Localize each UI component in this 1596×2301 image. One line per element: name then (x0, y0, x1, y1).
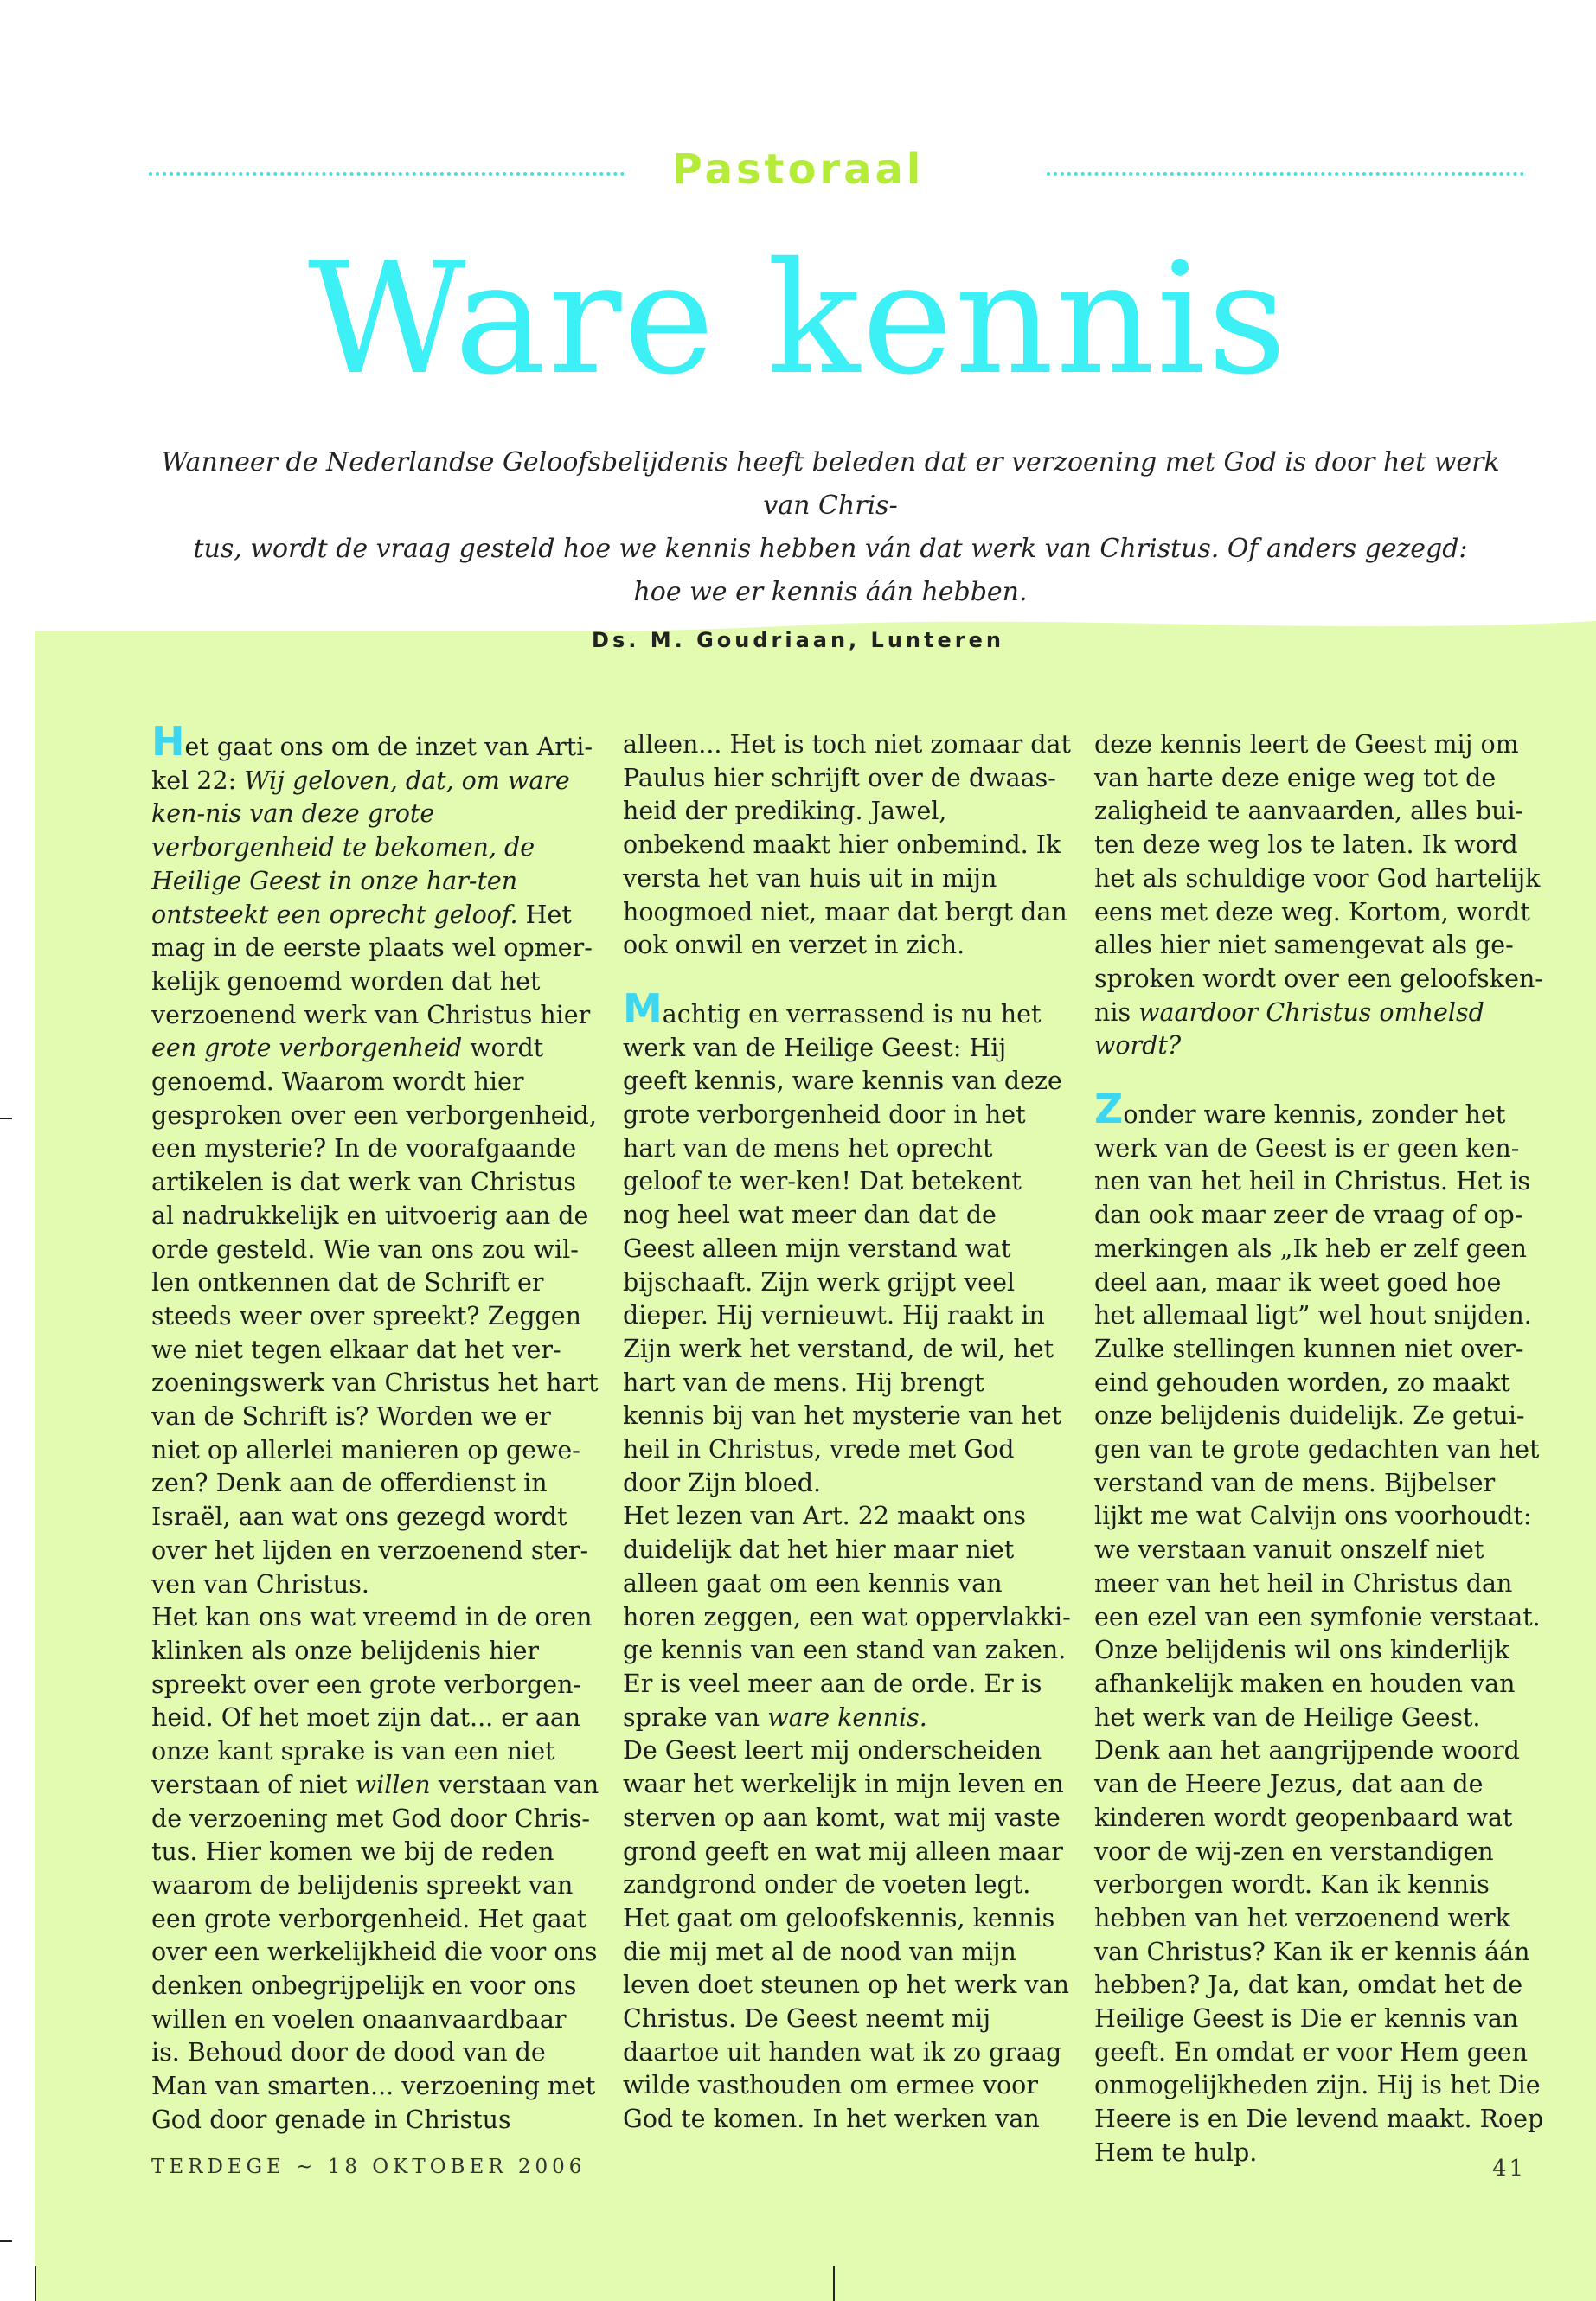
text-run: Het lezen van Art. 22 maakt ons duidelijk dat het hier maar niet alleen gaat om een kennis van horen zeggen, een wat oppervlakki-ge kennis van een stand van zaken. Er is veel meer aan de orde. Er is sprake van (623, 1502, 1071, 1732)
drop-cap: H (151, 718, 185, 765)
section-label: Pastoraal (671, 145, 925, 194)
crop-mark (35, 2266, 36, 2301)
lead-paragraph (156, 441, 1505, 614)
lead-line: hoe we er kennis áán hebben. (633, 577, 1028, 607)
text-run: onder ware kennis, zonder het werk van de Geest is er geen ken-nen van het heil in Christus. Het is dan ook maar zeer de vraag of op-merkingen als „Ik heb er zelf geen deel aan, maar ik weet goed hoe het allemaal ligt” wel hout snijden. Zulke stellingen kunnen niet over-eind gehouden worden, zo maakt onze belijdenis duidelijk. Ze getui-gen van te grote gedachten van het verstand van de mens. Bijbelser lijkt me wat Calvijn ons voorhoudt: we verstaan vanuit onszelf niet meer van het heil in Christus dan een ezel van een symfonie verstaat. (1094, 1100, 1541, 1631)
emphasis-run: een grote verborgenheid (151, 1034, 463, 1063)
paragraph (1094, 728, 1544, 1063)
byline: Ds. M. Goudriaan, Lunteren (592, 628, 1004, 652)
text-run: Het mag in de eerste plaats wel opmer-kelijk genoemd worden dat het verzoenend werk van Christus hier (151, 900, 593, 1029)
crop-mark (0, 1118, 12, 1119)
text-run: Het kan ons wat vreemd in de oren klinken als onze belijdenis hier spreekt over een grote verborgen-heid. Of het moet zijn dat... er aan onze kant sprake is van een niet verstaan of niet (151, 1603, 593, 1799)
text-run: et gaat ons om de inzet van Arti-kel 22: (151, 733, 593, 795)
drop-cap: Z (1094, 1086, 1124, 1133)
page-number: 41 (1492, 2156, 1527, 2182)
lead-line: Wanneer de Nederlandse Geloofsbelijdenis heeft beleden dat er verzoening met God is door het werk van Chris- (161, 447, 1500, 521)
paragraph (1094, 1086, 1544, 1634)
text-run: verstaan van de verzoening met God door Chris-tus. Hier komen we bij de reden waarom de belijdenis spreekt van een grote verborgenheid. Het gaat over een werkelijkheid die voor ons denken onbegrijpelijk en voor ons willen en voelen onaanvaardbaar is. Behoud door de dood van de Man van smarten... verzoening met God door genade in Christus (151, 1770, 599, 2134)
text-run: achtig en verrassend is nu het werk van de Heilige Geest: Hij geeft kennis, ware kennis van deze grote verborgenheid door in het hart van de mens het oprecht geloof te wer-ken! Dat betekent nog heel wat meer dan dat de Geest alleen mijn verstand wat bijschaaft. Zijn werk grijpt veel dieper. Hij vernieuwt. Hij raakt in Zijn werk het verstand, de wil, het hart van de mens. Hij brengt kennis bij van het mysterie van het heil in Christus, vrede met God door Zijn bloed. (623, 999, 1062, 1497)
text-run: deze kennis leert de Geest mij om van harte deze enige weg tot de zaligheid te aanvaarden, alles bui-ten deze weg los te laten. Ik word het als schuldige voor God hartelijk eens met deze weg. Kortom, wordt alles hier niet samengevat als ge-sproken wordt over een geloofsken-nis (1094, 730, 1543, 1027)
lead-line: tus, wordt de vraag gesteld hoe we kennis hebben ván dat werk van Christus. Of anders gezegd: (193, 534, 1468, 564)
article-column-2 (623, 728, 1073, 2137)
emphasis-run: ware kennis. (767, 1702, 927, 1732)
drop-cap: M (623, 984, 663, 1032)
footer-publication: TERDEGE ~ 18 OKTOBER 2006 (151, 2156, 586, 2178)
quote-run: Wij geloven, dat, om ware ken-nis van deze grote verborgenheid te bekomen, de Heilige Geest in onze har-ten ontsteekt een oprecht geloof. (151, 766, 570, 929)
article-column-3 (1094, 728, 1544, 2170)
crop-mark (0, 2240, 12, 2242)
paragraph (151, 1601, 601, 2137)
paragraph: alleen... Het is toch niet zomaar dat Paulus hier schrijft over de dwaas-heid der prediking. Jawel, onbekend maakt hier onbemind. Ik versta het van huis uit in mijn hoogmoed niet, maar dat bergt dan ook onwil en verzet in zich. (623, 730, 1071, 960)
crop-mark (833, 2266, 835, 2301)
text-run: wordt genoemd. Waarom wordt hier gesproken over een verborgenheid, een mysterie? In de voorafgaande artikelen is dat werk van Christus al nadrukkelijk en uitvoerig aan de orde gesteld. Wie van ons zou wil-len ontkennen dat de Schrift er steeds weer over spreekt? Zeggen we niet tegen elkaar dat het ver-zoeningswerk van Christus het hart van de Schrift is? Worden we er niet op allerlei manieren op gewe-zen? Denk aan de offerdienst in Israël, aan wat ons gezegd wordt over het lijden en verzoenend ster-ven van Christus. (151, 1034, 599, 1599)
paragraph: De Geest leert mij onderscheiden waar het werkelijk in mijn leven en sterven op aan komt, wat mij vaste grond geeft en wat mij alleen maar zandgrond onder de voeten legt. Het gaat om geloofskennis, kennis die mij met al de nood van mijn leven doet steunen op het werk van Christus. De Geest neemt mij daartoe uit handen wat ik zo graag wilde vasthouden om ermee voor God te komen. In het werken van (623, 1736, 1069, 2134)
paragraph: Onze belijdenis wil ons kinderlijk afhankelijk maken en houden van het werk van de Heilige Geest. Denk aan het aangrijpende woord van de Heere Jezus, dat aan de kinderen wordt geopenbaard wat voor de wij-zen en verstandigen verborgen wordt. Kan ik kennis hebben van het verzoenend werk van Christus? Kan ik er kennis áán hebben? Ja, dat kan, omdat het de Heilige Geest is Die er kennis van geeft. En omdat er voor Hem geen onmogelijkheden zijn. Hij is het Die Heere is en Die levend maakt. Roep Hem te hulp. (1094, 1636, 1544, 2167)
paragraph (623, 984, 1073, 1501)
paragraph (151, 718, 601, 1601)
emphasis-run: waardoor Christus omhelsd wordt? (1094, 997, 1484, 1061)
paragraph (623, 1500, 1073, 1734)
article-column-1 (151, 718, 601, 2138)
emphasis-run: willen (355, 1770, 431, 1799)
article-title: Ware kennis (307, 229, 1289, 408)
